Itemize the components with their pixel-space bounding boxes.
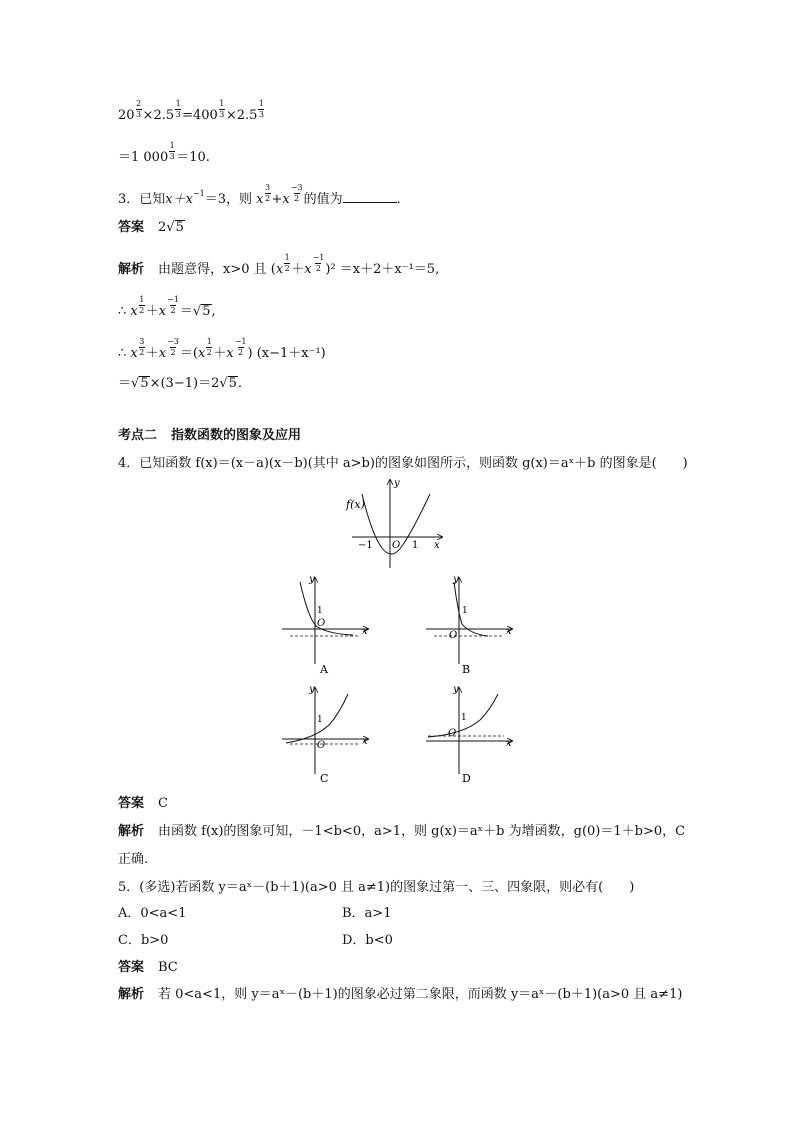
origin: O (449, 630, 458, 641)
exp-2-3: $\frac{2}{3}$ (136, 99, 142, 119)
y-label: y (394, 478, 400, 489)
jx3-l2end: , (211, 304, 216, 319)
y-label: y (309, 684, 315, 695)
tick-1: 1 (317, 715, 323, 725)
jx3-l4root: 5 (140, 376, 149, 391)
x-label: x (362, 626, 368, 637)
origin: O (448, 728, 457, 739)
jx4-l2: 正确. (118, 852, 149, 867)
figure-fx-graph (340, 476, 450, 571)
jx4-l1: 由函数 f(x)的图象可知，－1<b<0，a>1，则 g(x)＝aˣ＋b 为增函数，g(0)＝1＋b>0，C (158, 824, 686, 839)
q3-expr: x＋x (165, 192, 193, 207)
q3-exp: −1 (192, 189, 205, 198)
option-label: A (320, 663, 328, 676)
analysis-4-line-1 (118, 822, 685, 842)
jx3-l4a: ＝ (118, 376, 132, 391)
times-2-5: ×2.5 (142, 108, 175, 123)
q5-option-c (118, 931, 168, 951)
q3-text-3: ＝3，则 (204, 192, 257, 207)
origin: O (317, 618, 326, 629)
q3-end: ． (396, 192, 410, 207)
answer-4-value: C (158, 796, 168, 811)
jx3-l3c: ) (x−1＋x⁻¹) (247, 346, 326, 361)
x-label: x (506, 738, 512, 749)
question-4 (118, 454, 688, 474)
times-2-5-b: ×2.5 (225, 108, 258, 123)
y-label: y (453, 684, 459, 695)
jx3-l2root: 5 (202, 304, 211, 319)
option-label: B (462, 663, 471, 676)
answer-3-coef: 2 (158, 220, 167, 235)
section-title: 指数函数的图象及应用 (171, 428, 302, 443)
y-label: y (453, 574, 459, 585)
analysis-4-line-2 (118, 850, 148, 870)
section-heading (118, 426, 301, 446)
tick-1: 1 (317, 606, 323, 616)
answer-4 (118, 794, 168, 814)
eq-10: ＝10. (176, 150, 210, 165)
jx5-l1: 若 0<a<1，则 y＝aˣ－(b＋1)的图象必过第二象限，而函数 y＝aˣ－(b＋1)(a>0 且 a≠1) (158, 987, 683, 1002)
jx3-l1a: 由题意得， (158, 262, 224, 277)
base-20: 20 (118, 108, 135, 123)
option-figure-b (422, 572, 516, 680)
option-figure-c (278, 682, 372, 790)
origin-label: O (392, 540, 401, 551)
answer-5 (118, 958, 178, 978)
q3-number: 3． (118, 192, 140, 207)
exp-1-3: $\frac{1}{3}$ (175, 99, 181, 119)
jx3-l1c: )² ＝x＋2＋x⁻¹＝5, (325, 262, 440, 277)
eq-1000: ＝1 000 (118, 150, 169, 165)
curve (300, 582, 353, 635)
q5-text: 5．(多选)若函数 y＝aˣ－(b＋1)(a>0 且 a≠1)的图象过第一、三、四象限，则必有( ) (118, 880, 635, 895)
q3-text-4: 的值为 (303, 192, 343, 207)
x-label: x (506, 626, 512, 637)
x-label: x (362, 736, 368, 747)
origin: O (317, 740, 326, 751)
answer-label: 答案 (118, 796, 145, 811)
jx3-l2a: ∴ (118, 304, 131, 319)
analysis-3-line-1: 解析 由题意得，x>0 且 (x $\frac{1}{2}$ ＋x $\frac{-1}{2}$ )² ＝x＋2＋x⁻¹＝5, (118, 253, 440, 277)
jx3-l2b: ＝ (179, 304, 193, 319)
jx3-l4b: ×(3−1)＝2 (149, 376, 220, 391)
x-label: x (434, 540, 440, 551)
q4-text: 4．已知函数 f(x)＝(x－a)(x－b)(其中 a>b)的图象如图所示，则函数 g(x)＝aˣ＋b 的图象是( ) (118, 456, 688, 471)
jx3-l3b: ＝( (179, 346, 198, 361)
analysis-label: 解析 (118, 824, 145, 839)
jx3-l1b: x>0 且 ( (223, 262, 276, 277)
y-label: y (309, 574, 315, 585)
q5-option-a (118, 904, 186, 924)
tick-1: 1 (461, 713, 467, 723)
answer-5-value: BC (158, 960, 178, 975)
calc-line-2 (118, 141, 210, 168)
question-5 (118, 878, 634, 898)
tick-1: 1 (412, 540, 419, 551)
q5-option-d (342, 931, 393, 951)
exp-1-3-d: $\frac{1}{3}$ (169, 141, 175, 161)
exp-1-3-c: $\frac{1}{3}$ (258, 99, 264, 119)
exp-1-3-b: $\frac{1}{3}$ (219, 99, 225, 119)
opt-c: C．b>0 (118, 933, 169, 948)
answer-label: 答案 (118, 220, 145, 235)
option-label: C (320, 772, 329, 785)
tick-1: 1 (462, 606, 468, 616)
question-3: 3．已知$x+x^{-1}=3$，则 x $\frac{3}{2}$ +x $\frac{-3}{2}$ 的值为 ． (118, 183, 410, 207)
answer-blank (343, 190, 397, 203)
analysis-label: 解析 (118, 987, 145, 1002)
analysis-5-line-1 (118, 985, 682, 1005)
option-label: D (462, 772, 471, 785)
tick-neg1: −1 (358, 540, 373, 551)
jx3-l3a: ∴ (118, 346, 131, 361)
opt-d: D．b<0 (342, 933, 393, 948)
jx3-l4c: . (237, 376, 243, 391)
section-label: 考点二 (118, 428, 158, 443)
answer-3: 答案 2√5 (118, 220, 184, 235)
opt-b: B．a>1 (342, 906, 392, 921)
option-figure-a (278, 572, 372, 680)
option-figure-d (422, 682, 516, 790)
fx-label: f(x) (346, 498, 365, 511)
analysis-3-line-3: ∴ x $\frac{3}{2}$ ＋x $\frac{-3}{2}$ ＝(x $\frac{1}{2}$ ＋x $\frac{-1}{2}$ ) (x−1＋x⁻¹) (118, 337, 326, 361)
answer-label: 答案 (118, 960, 145, 975)
analysis-3-line-2: ∴ x $\frac{1}{2}$ ＋x $\frac{-1}{2}$ ＝√5, (118, 295, 216, 319)
analysis-label: 解析 (118, 262, 145, 277)
eq-400: =400 (182, 108, 218, 123)
opt-a: A．0<a<1 (118, 906, 187, 921)
q3-text-1: 已知 (139, 192, 166, 207)
q5-option-b (342, 904, 391, 924)
calc-line-1 (118, 99, 265, 126)
answer-3-root: 5 (175, 220, 184, 235)
jx3-l4root2: 5 (228, 376, 237, 391)
analysis-3-line-4: ＝√5×(3−1)＝2√5. (118, 376, 243, 391)
